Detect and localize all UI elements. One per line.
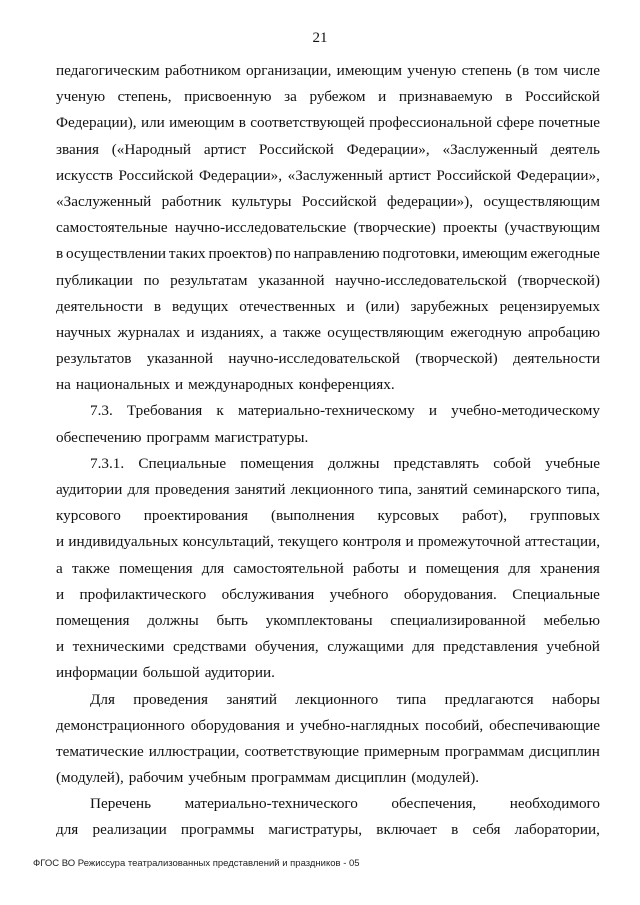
text-line: (модулей), рабочим учебным программам дисциплин (модулей).	[56, 769, 480, 787]
text-line: деятельности в ведущих отечественных и (или) зарубежных рецензируемых	[56, 297, 600, 315]
text-line: в осуществлении таких проектов) по направлению подготовки, имеющим ежегодные	[56, 245, 600, 263]
text-line: публикации по результатам указанной научно-исследовательской (творческой)	[56, 271, 600, 289]
text-line: педагогическим работником организации, имеющим ученую степень (в том числе	[56, 62, 600, 79]
text-line: обеспечению программ магистратуры.	[56, 428, 309, 446]
section-7-3-1-start: 7.3.1. Специальные помещения должны представлять собой учебные	[90, 454, 600, 472]
section-heading-7-3: 7.3. Требования к материально-техническому и учебно-методическому	[90, 402, 600, 420]
document-body	[56, 58, 600, 844]
text-line: демонстрационного оборудования и учебно-наглядных пособий, обеспечивающие	[56, 716, 600, 734]
text-line: тематические иллюстрации, соответствующие примерным программам дисциплин	[56, 742, 600, 760]
text-line: звания («Народный артист Российской Федерации», «Заслуженный деятель	[56, 140, 600, 158]
paragraph-start: Для проведения занятий лекционного типа предлагаются наборы	[90, 690, 600, 708]
text-line: и индивидуальных консультаций, текущего контроля и промежуточной аттестации,	[56, 533, 600, 551]
page-number: 21	[312, 30, 328, 46]
text-line: и профилактического обслуживания учебного оборудования. Специальные	[56, 585, 600, 603]
text-line: информации большой аудитории.	[56, 664, 275, 682]
paragraph-start: Перечень материально-технического обеспечения, необходимого	[90, 795, 600, 813]
text-line: ученую степень, присвоенную за рубежом и признаваемую в Российской	[56, 88, 600, 106]
text-line: аудитории для проведения занятий лекционного типа, занятий семинарского типа,	[56, 481, 600, 498]
text-line: научных журналах и изданиях, а также осуществляющим ежегодную апробацию	[56, 323, 600, 341]
text-line: результатов указанной научно-исследовательской (творческой) деятельности	[56, 350, 600, 368]
text-line: искусств Российской Федерации», «Заслуженный артист Российской Федерации»,	[56, 166, 600, 184]
document-footer: ФГОС ВО Режиссура театрализованных представлений и праздников - 05	[33, 858, 360, 869]
text-line: помещения должны быть укомплектованы специализированной мебелью	[56, 611, 600, 629]
text-line: Федерации), или имеющим в соответствующей профессиональной сфере почетные	[56, 114, 600, 132]
text-line: а также помещения для самостоятельной работы и помещения для хранения	[56, 559, 600, 577]
text-line: для реализации программы магистратуры, включает в себя лаборатории,	[56, 821, 600, 839]
text-line: и техническими средствами обучения, служащими для представления учебной	[56, 638, 600, 656]
text-line: на национальных и международных конференциях.	[56, 376, 395, 394]
text-line: курсового проектирования (выполнения курсовых работ), групповых	[56, 507, 600, 525]
text-line: самостоятельные научно-исследовательские (творческие) проекты (участвующим	[56, 219, 600, 237]
text-line: «Заслуженный работник культуры Российской федерации»), осуществляющим	[56, 192, 600, 210]
